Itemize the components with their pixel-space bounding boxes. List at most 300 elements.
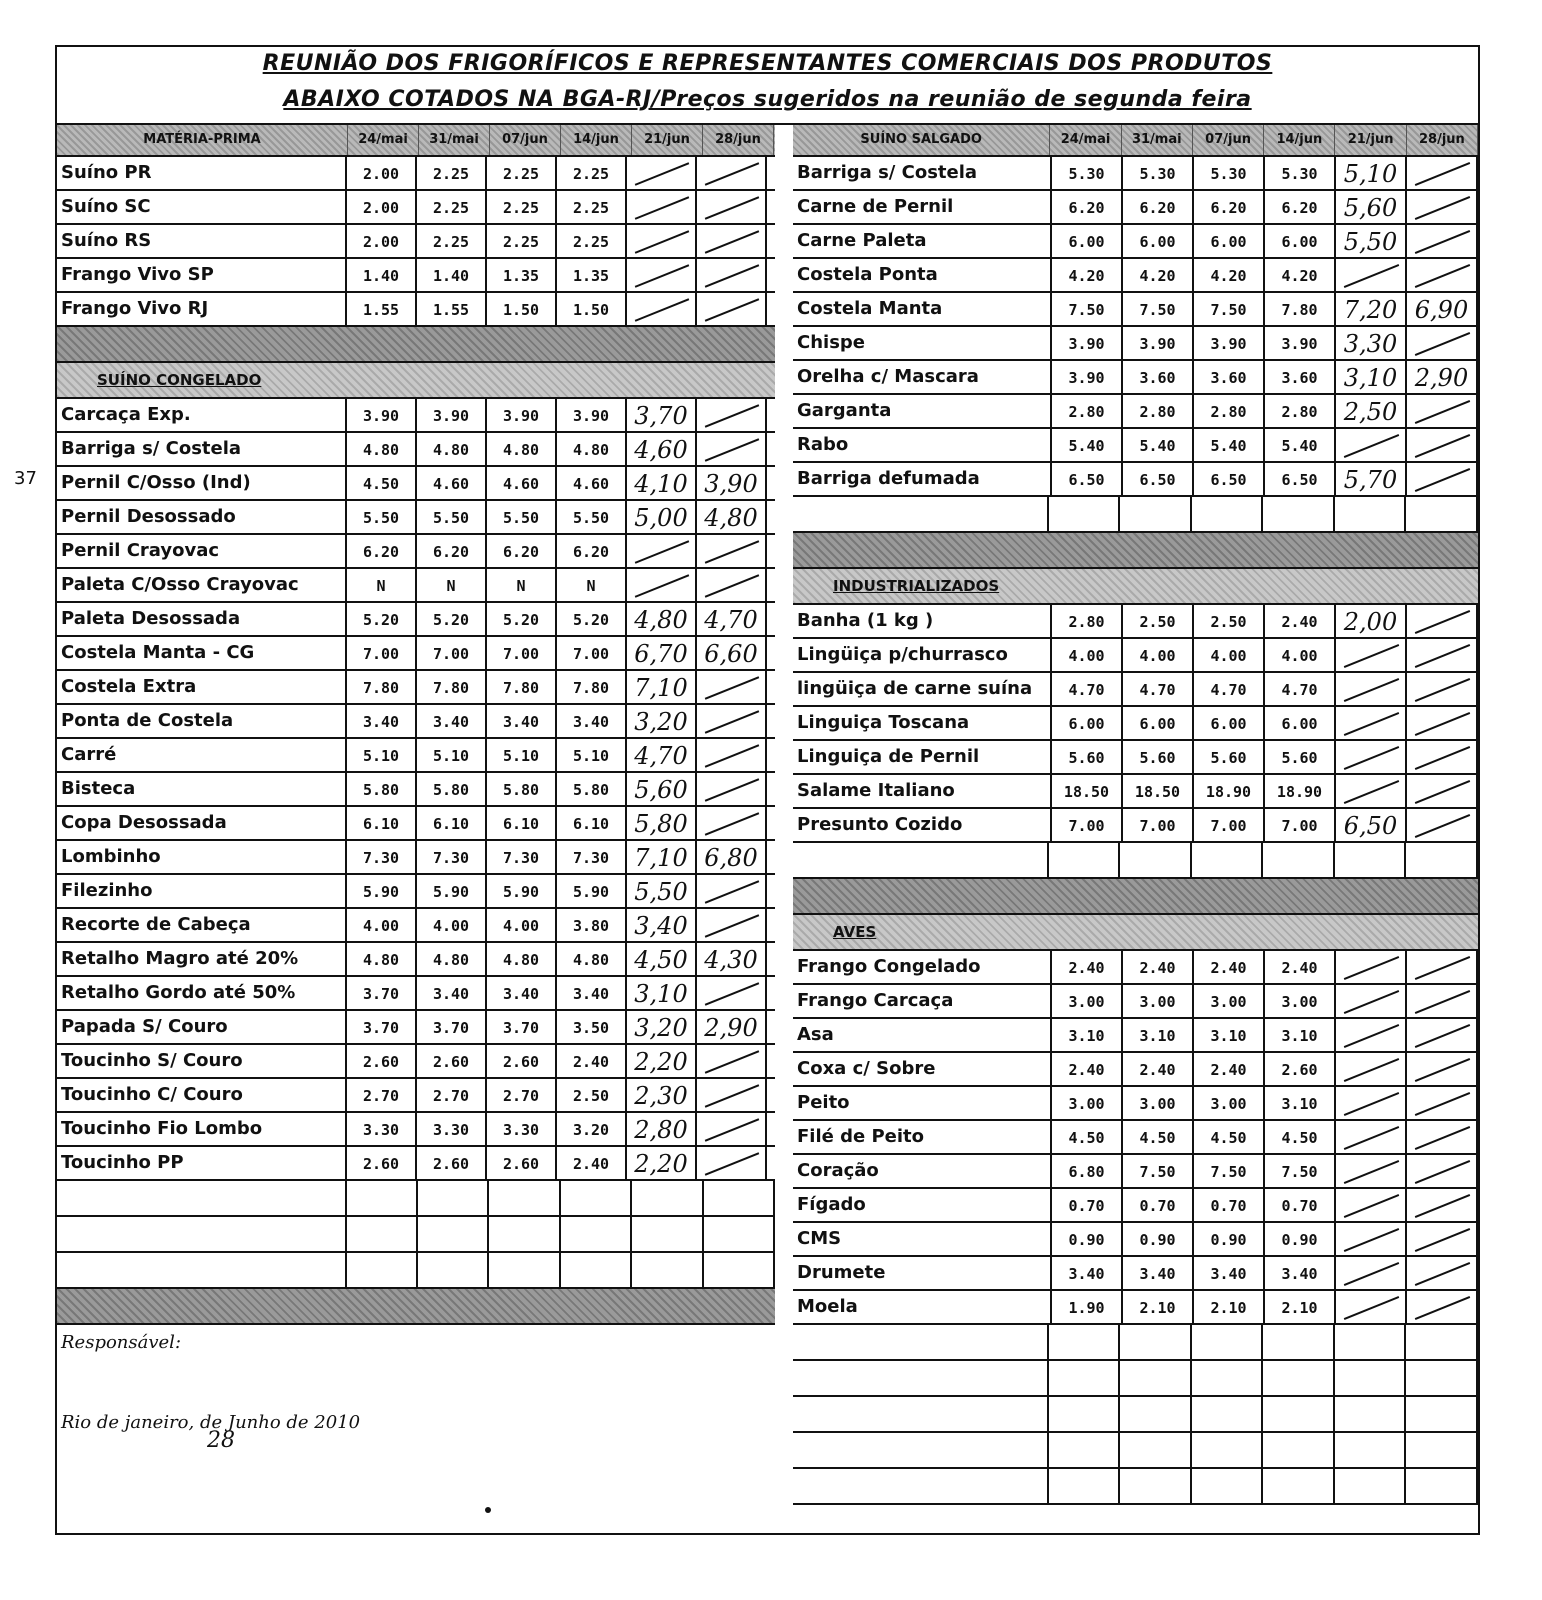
product-name: Moela bbox=[793, 1291, 1052, 1323]
crossed-out-cell bbox=[627, 535, 697, 567]
price-cell: 0.90 bbox=[1052, 1223, 1123, 1255]
price-cell: 5.50 bbox=[557, 501, 627, 533]
price-cell: 4.20 bbox=[1052, 259, 1123, 291]
price-cell: 2.25 bbox=[487, 225, 557, 257]
price-cell: 2.80 bbox=[1052, 395, 1123, 427]
crossed-out-cell bbox=[697, 1147, 767, 1179]
empty-cell bbox=[1192, 1325, 1264, 1359]
price-cell: 3.90 bbox=[417, 399, 487, 431]
price-cell: 3.30 bbox=[487, 1113, 557, 1145]
empty-cell bbox=[632, 1217, 703, 1251]
price-cell: 7.00 bbox=[557, 637, 627, 669]
price-cell: 5.20 bbox=[417, 603, 487, 635]
price-cell: 5.90 bbox=[347, 875, 417, 907]
empty-cell bbox=[1049, 1361, 1121, 1395]
price-cell: 5.30 bbox=[1194, 157, 1265, 189]
price-cell: 6.80 bbox=[1052, 1155, 1123, 1187]
price-cell: 4.50 bbox=[347, 467, 417, 499]
price-cell: 2.00 bbox=[347, 157, 417, 189]
empty-cell bbox=[793, 497, 1049, 531]
crossed-out-cell bbox=[1407, 157, 1478, 189]
table-row bbox=[57, 739, 775, 773]
empty-cell bbox=[1120, 497, 1192, 531]
price-cell: 2.40 bbox=[1123, 951, 1194, 983]
header-date: 07/jun bbox=[490, 125, 561, 155]
price-cell: 5.50 bbox=[417, 501, 487, 533]
crossed-out-cell bbox=[1407, 605, 1478, 637]
price-cell: 7.50 bbox=[1052, 293, 1123, 325]
product-name: Salame Italiano bbox=[793, 775, 1052, 807]
crossed-out-cell bbox=[1407, 741, 1478, 773]
header-date: 14/jun bbox=[1264, 125, 1335, 155]
price-cell: 2.80 bbox=[1265, 395, 1336, 427]
table-row bbox=[57, 191, 775, 225]
price-cell: 4.80 bbox=[487, 943, 557, 975]
price-cell: 3.80 bbox=[557, 909, 627, 941]
price-cell: 1.35 bbox=[557, 259, 627, 291]
crossed-out-cell bbox=[1407, 1223, 1478, 1255]
price-cell: N bbox=[487, 569, 557, 601]
responsavel-label: Responsável: bbox=[61, 1332, 182, 1353]
empty-cell bbox=[1049, 1325, 1121, 1359]
price-cell: 4.00 bbox=[487, 909, 557, 941]
empty-cell bbox=[1192, 843, 1264, 877]
price-cell: 5.30 bbox=[1052, 157, 1123, 189]
price-cell: 6.10 bbox=[557, 807, 627, 839]
price-cell: 0.70 bbox=[1052, 1189, 1123, 1221]
price-cell: 4.00 bbox=[1052, 639, 1123, 671]
table-row bbox=[57, 977, 775, 1011]
product-name: Lingüiça p/churrasco bbox=[793, 639, 1052, 671]
price-cell: 7.80 bbox=[417, 671, 487, 703]
price-cell: 2.40 bbox=[1194, 951, 1265, 983]
price-cell: 5.90 bbox=[487, 875, 557, 907]
empty-row bbox=[793, 1397, 1478, 1433]
price-cell: 7.00 bbox=[1052, 809, 1123, 841]
handwritten-price: 7,20 bbox=[1336, 293, 1407, 325]
crossed-out-cell bbox=[697, 1045, 767, 1077]
table-row bbox=[57, 1045, 775, 1079]
price-cell: 5.20 bbox=[347, 603, 417, 635]
price-cell: 6.10 bbox=[417, 807, 487, 839]
empty-cell bbox=[1120, 1433, 1192, 1467]
price-cell: 3.10 bbox=[1265, 1087, 1336, 1119]
price-cell: 3.00 bbox=[1194, 1087, 1265, 1119]
table-row bbox=[793, 951, 1478, 985]
price-cell: 5.60 bbox=[1123, 741, 1194, 773]
price-cell: 6.50 bbox=[1265, 463, 1336, 495]
price-cell: 2.40 bbox=[1052, 1053, 1123, 1085]
empty-cell bbox=[1406, 1433, 1478, 1467]
product-name: Barriga defumada bbox=[793, 463, 1052, 495]
table-row bbox=[57, 1113, 775, 1147]
table-row bbox=[57, 399, 775, 433]
product-name: Toucinho Fio Lombo bbox=[57, 1113, 347, 1145]
product-name: Carré bbox=[57, 739, 347, 771]
price-cell: 4.50 bbox=[1194, 1121, 1265, 1153]
empty-cell bbox=[1120, 1325, 1192, 1359]
price-cell: 3.50 bbox=[557, 1011, 627, 1043]
price-cell: 2.25 bbox=[557, 191, 627, 223]
product-name: Retalho Magro até 20% bbox=[57, 943, 347, 975]
price-cell: 1.55 bbox=[347, 293, 417, 325]
empty-cell bbox=[1406, 1361, 1478, 1395]
price-cell: 5.90 bbox=[417, 875, 487, 907]
price-cell: 4.60 bbox=[487, 467, 557, 499]
price-cell: 3.00 bbox=[1194, 985, 1265, 1017]
price-cell: 3.70 bbox=[347, 1011, 417, 1043]
empty-cell bbox=[1049, 1433, 1121, 1467]
price-cell: 3.60 bbox=[1194, 361, 1265, 393]
price-cell: 6.50 bbox=[1194, 463, 1265, 495]
handwritten-price: 4,70 bbox=[697, 603, 767, 635]
handwritten-price: 3,10 bbox=[627, 977, 697, 1009]
crossed-out-cell bbox=[1407, 775, 1478, 807]
crossed-out-cell bbox=[1407, 1189, 1478, 1221]
product-name: Frango Congelado bbox=[793, 951, 1052, 983]
table-row bbox=[57, 637, 775, 671]
handwritten-price: 6,80 bbox=[697, 841, 767, 873]
table-row bbox=[57, 467, 775, 501]
crossed-out-cell bbox=[1407, 1291, 1478, 1323]
table-row bbox=[793, 1223, 1478, 1257]
price-cell: 7.80 bbox=[347, 671, 417, 703]
product-name: Carcaça Exp. bbox=[57, 399, 347, 431]
empty-cell bbox=[1263, 1325, 1335, 1359]
header-date: 21/jun bbox=[632, 125, 703, 155]
price-cell: 3.70 bbox=[487, 1011, 557, 1043]
table-row bbox=[793, 463, 1478, 497]
crossed-out-cell bbox=[627, 293, 697, 325]
table-row bbox=[57, 807, 775, 841]
table-row bbox=[57, 671, 775, 705]
price-cell: 2.50 bbox=[1194, 605, 1265, 637]
crossed-out-cell bbox=[1407, 1257, 1478, 1289]
product-name: Costela Manta bbox=[793, 293, 1052, 325]
empty-cell bbox=[1120, 1361, 1192, 1395]
product-name: Frango Carcaça bbox=[793, 985, 1052, 1017]
product-name: Presunto Cozido bbox=[793, 809, 1052, 841]
price-cell: 4.60 bbox=[557, 467, 627, 499]
table-row bbox=[57, 603, 775, 637]
crossed-out-cell bbox=[1407, 1121, 1478, 1153]
price-cell: 2.60 bbox=[1265, 1053, 1336, 1085]
header-date: 31/mai bbox=[1122, 125, 1193, 155]
table-row bbox=[793, 361, 1478, 395]
price-cell: 5.40 bbox=[1123, 429, 1194, 461]
price-cell: 3.70 bbox=[347, 977, 417, 1009]
table-row bbox=[57, 1147, 775, 1181]
handwritten-price: 7,10 bbox=[627, 841, 697, 873]
empty-cell bbox=[632, 1181, 703, 1215]
table-row bbox=[57, 773, 775, 807]
empty-cell bbox=[1406, 497, 1478, 531]
shaded-separator bbox=[793, 879, 1478, 915]
section-title: AVES bbox=[793, 915, 1478, 951]
crossed-out-cell bbox=[1336, 639, 1407, 671]
table-row bbox=[793, 293, 1478, 327]
product-name: Asa bbox=[793, 1019, 1052, 1051]
price-cell: 7.50 bbox=[1123, 1155, 1194, 1187]
empty-cell bbox=[418, 1217, 489, 1251]
product-name: Filezinho bbox=[57, 875, 347, 907]
empty-cell bbox=[1335, 1397, 1407, 1431]
price-cell: 3.60 bbox=[1123, 361, 1194, 393]
handwritten-price: 3,70 bbox=[627, 399, 697, 431]
price-cell: 3.00 bbox=[1265, 985, 1336, 1017]
product-name: Peito bbox=[793, 1087, 1052, 1119]
crossed-out-cell bbox=[697, 909, 767, 941]
empty-cell bbox=[1192, 1433, 1264, 1467]
empty-row bbox=[793, 1361, 1478, 1397]
handwritten-price: 5,60 bbox=[1336, 191, 1407, 223]
table-row bbox=[793, 639, 1478, 673]
table-row bbox=[57, 501, 775, 535]
empty-cell bbox=[57, 1181, 347, 1215]
table-row bbox=[57, 841, 775, 875]
price-cell: 6.00 bbox=[1194, 707, 1265, 739]
product-name: Carne de Pernil bbox=[793, 191, 1052, 223]
empty-cell bbox=[1049, 497, 1121, 531]
price-cell: 4.50 bbox=[1123, 1121, 1194, 1153]
price-cell: 5.60 bbox=[1194, 741, 1265, 773]
empty-cell bbox=[793, 1397, 1049, 1431]
header-date: 24/mai bbox=[348, 125, 419, 155]
price-cell: 18.50 bbox=[1052, 775, 1123, 807]
price-cell: 2.80 bbox=[1194, 395, 1265, 427]
price-cell: 4.80 bbox=[347, 433, 417, 465]
crossed-out-cell bbox=[1407, 191, 1478, 223]
crossed-out-cell bbox=[1407, 1019, 1478, 1051]
crossed-out-cell bbox=[1407, 985, 1478, 1017]
product-name: Drumete bbox=[793, 1257, 1052, 1289]
table-row bbox=[793, 1291, 1478, 1325]
price-cell: 4.00 bbox=[417, 909, 487, 941]
product-name: Recorte de Cabeça bbox=[57, 909, 347, 941]
crossed-out-cell bbox=[1336, 1053, 1407, 1085]
price-cell: 18.90 bbox=[1194, 775, 1265, 807]
empty-cell bbox=[1263, 497, 1335, 531]
crossed-out-cell bbox=[1336, 1189, 1407, 1221]
crossed-out-cell bbox=[1336, 1223, 1407, 1255]
price-cell: 5.90 bbox=[557, 875, 627, 907]
empty-cell bbox=[1192, 1469, 1264, 1503]
price-cell: 2.70 bbox=[487, 1079, 557, 1111]
crossed-out-cell bbox=[697, 399, 767, 431]
empty-row bbox=[793, 843, 1478, 879]
crossed-out-cell bbox=[627, 259, 697, 291]
price-cell: 5.80 bbox=[487, 773, 557, 805]
price-cell: 5.80 bbox=[557, 773, 627, 805]
handwritten-price: 5,00 bbox=[627, 501, 697, 533]
price-cell: 3.20 bbox=[557, 1113, 627, 1145]
price-cell: 3.90 bbox=[1194, 327, 1265, 359]
crossed-out-cell bbox=[1407, 1155, 1478, 1187]
crossed-out-cell bbox=[1407, 673, 1478, 705]
table-row bbox=[57, 1011, 775, 1045]
price-cell: 3.10 bbox=[1052, 1019, 1123, 1051]
empty-row bbox=[57, 1217, 775, 1253]
crossed-out-cell bbox=[697, 705, 767, 737]
empty-row bbox=[57, 1253, 775, 1289]
empty-cell bbox=[347, 1217, 418, 1251]
empty-cell bbox=[1406, 1469, 1478, 1503]
crossed-out-cell bbox=[1336, 673, 1407, 705]
price-cell: 2.00 bbox=[347, 191, 417, 223]
price-cell: 6.00 bbox=[1052, 225, 1123, 257]
handwritten-price: 4,30 bbox=[697, 943, 767, 975]
price-cell: 18.50 bbox=[1123, 775, 1194, 807]
empty-cell bbox=[1406, 843, 1478, 877]
price-cell: 3.60 bbox=[1265, 361, 1336, 393]
price-cell: 3.40 bbox=[487, 977, 557, 1009]
product-name: Suíno PR bbox=[57, 157, 347, 189]
table-row bbox=[793, 225, 1478, 259]
price-cell: 5.60 bbox=[1265, 741, 1336, 773]
product-name: Linguiça Toscana bbox=[793, 707, 1052, 739]
left-table bbox=[57, 125, 775, 1325]
empty-cell bbox=[57, 1217, 347, 1251]
table-row bbox=[57, 569, 775, 603]
price-cell: 6.50 bbox=[1123, 463, 1194, 495]
product-name: Copa Desossada bbox=[57, 807, 347, 839]
crossed-out-cell bbox=[1407, 707, 1478, 739]
empty-cell bbox=[1263, 1469, 1335, 1503]
product-name: Costela Ponta bbox=[793, 259, 1052, 291]
price-cell: N bbox=[347, 569, 417, 601]
price-cell: 2.10 bbox=[1265, 1291, 1336, 1323]
price-cell: 0.70 bbox=[1194, 1189, 1265, 1221]
price-cell: 3.90 bbox=[557, 399, 627, 431]
shaded-separator bbox=[793, 533, 1478, 569]
crossed-out-cell bbox=[697, 535, 767, 567]
price-cell: 4.80 bbox=[417, 433, 487, 465]
price-cell: 0.70 bbox=[1123, 1189, 1194, 1221]
price-cell: 3.90 bbox=[1052, 361, 1123, 393]
product-name: Pernil Desossado bbox=[57, 501, 347, 533]
empty-cell bbox=[489, 1217, 560, 1251]
empty-row bbox=[57, 1181, 775, 1217]
handwritten-price: 2,00 bbox=[1336, 605, 1407, 637]
product-name: Toucinho S/ Couro bbox=[57, 1045, 347, 1077]
price-cell: 2.25 bbox=[557, 225, 627, 257]
right-table bbox=[793, 125, 1478, 1505]
table-row bbox=[793, 395, 1478, 429]
empty-cell bbox=[793, 1469, 1049, 1503]
crossed-out-cell bbox=[1407, 639, 1478, 671]
handwritten-price: 7,10 bbox=[627, 671, 697, 703]
price-cell: 4.70 bbox=[1265, 673, 1336, 705]
price-cell: 3.10 bbox=[1194, 1019, 1265, 1051]
table-row bbox=[793, 1053, 1478, 1087]
table-row bbox=[793, 707, 1478, 741]
price-cell: 1.50 bbox=[557, 293, 627, 325]
price-cell: 3.40 bbox=[417, 977, 487, 1009]
price-cell: 1.55 bbox=[417, 293, 487, 325]
price-cell: 4.80 bbox=[557, 943, 627, 975]
crossed-out-cell bbox=[697, 259, 767, 291]
date-line: Rio de janeiro, de Junho de 2010 bbox=[61, 1412, 361, 1433]
price-cell: 3.30 bbox=[417, 1113, 487, 1145]
table-row bbox=[793, 673, 1478, 707]
handwritten-price: 4,60 bbox=[627, 433, 697, 465]
price-cell: 7.80 bbox=[1265, 293, 1336, 325]
section-title: SUÍNO CONGELADO bbox=[57, 363, 775, 399]
price-cell: 2.60 bbox=[417, 1147, 487, 1179]
price-cell: 1.40 bbox=[347, 259, 417, 291]
product-name: Retalho Gordo até 50% bbox=[57, 977, 347, 1009]
table-row bbox=[793, 775, 1478, 809]
handwritten-price: 5,50 bbox=[1336, 225, 1407, 257]
handwritten-price: 3,10 bbox=[1336, 361, 1407, 393]
price-cell: 5.10 bbox=[487, 739, 557, 771]
empty-cell bbox=[57, 1253, 347, 1287]
empty-cell bbox=[793, 1325, 1049, 1359]
price-cell: 5.60 bbox=[1052, 741, 1123, 773]
empty-cell bbox=[1406, 1397, 1478, 1431]
handwritten-price: 3,20 bbox=[627, 1011, 697, 1043]
crossed-out-cell bbox=[627, 225, 697, 257]
price-cell: 4.00 bbox=[347, 909, 417, 941]
header-title: SUÍNO SALGADO bbox=[793, 125, 1050, 155]
price-cell: 4.70 bbox=[1194, 673, 1265, 705]
price-cell: 6.20 bbox=[1123, 191, 1194, 223]
table-header bbox=[57, 125, 775, 157]
price-cell: 2.40 bbox=[1265, 951, 1336, 983]
handwritten-day: 28 bbox=[207, 1428, 235, 1453]
handwritten-price: 6,90 bbox=[1407, 293, 1478, 325]
price-cell: 2.70 bbox=[347, 1079, 417, 1111]
price-cell: 5.80 bbox=[347, 773, 417, 805]
product-name: Pernil C/Osso (Ind) bbox=[57, 467, 347, 499]
price-cell: 5.20 bbox=[487, 603, 557, 635]
handwritten-price: 3,30 bbox=[1336, 327, 1407, 359]
crossed-out-cell bbox=[697, 773, 767, 805]
price-cell: 7.00 bbox=[347, 637, 417, 669]
product-name: Paleta Desossada bbox=[57, 603, 347, 635]
table-row bbox=[793, 1087, 1478, 1121]
empty-cell bbox=[1263, 1433, 1335, 1467]
table-row bbox=[793, 1019, 1478, 1053]
price-cell: 7.80 bbox=[557, 671, 627, 703]
product-name: Pernil Crayovac bbox=[57, 535, 347, 567]
table-row bbox=[793, 741, 1478, 775]
crossed-out-cell bbox=[697, 977, 767, 1009]
price-cell: 0.70 bbox=[1265, 1189, 1336, 1221]
crossed-out-cell bbox=[697, 671, 767, 703]
price-cell: 5.40 bbox=[1265, 429, 1336, 461]
product-name: Garganta bbox=[793, 395, 1052, 427]
price-cell: 3.40 bbox=[557, 705, 627, 737]
table-row bbox=[57, 225, 775, 259]
handwritten-price: 3,20 bbox=[627, 705, 697, 737]
table-row bbox=[793, 157, 1478, 191]
price-cell: 6.20 bbox=[1265, 191, 1336, 223]
crossed-out-cell bbox=[697, 1079, 767, 1111]
price-cell: 3.00 bbox=[1052, 1087, 1123, 1119]
empty-cell bbox=[1049, 843, 1121, 877]
shaded-separator bbox=[57, 327, 775, 363]
empty-row bbox=[793, 1433, 1478, 1469]
table-row bbox=[793, 1155, 1478, 1189]
price-cell: 2.60 bbox=[487, 1147, 557, 1179]
empty-cell bbox=[793, 1433, 1049, 1467]
header-date: 28/jun bbox=[1407, 125, 1478, 155]
price-cell: 2.40 bbox=[1123, 1053, 1194, 1085]
crossed-out-cell bbox=[1336, 1155, 1407, 1187]
price-cell: 0.90 bbox=[1265, 1223, 1336, 1255]
crossed-out-cell bbox=[1407, 327, 1478, 359]
